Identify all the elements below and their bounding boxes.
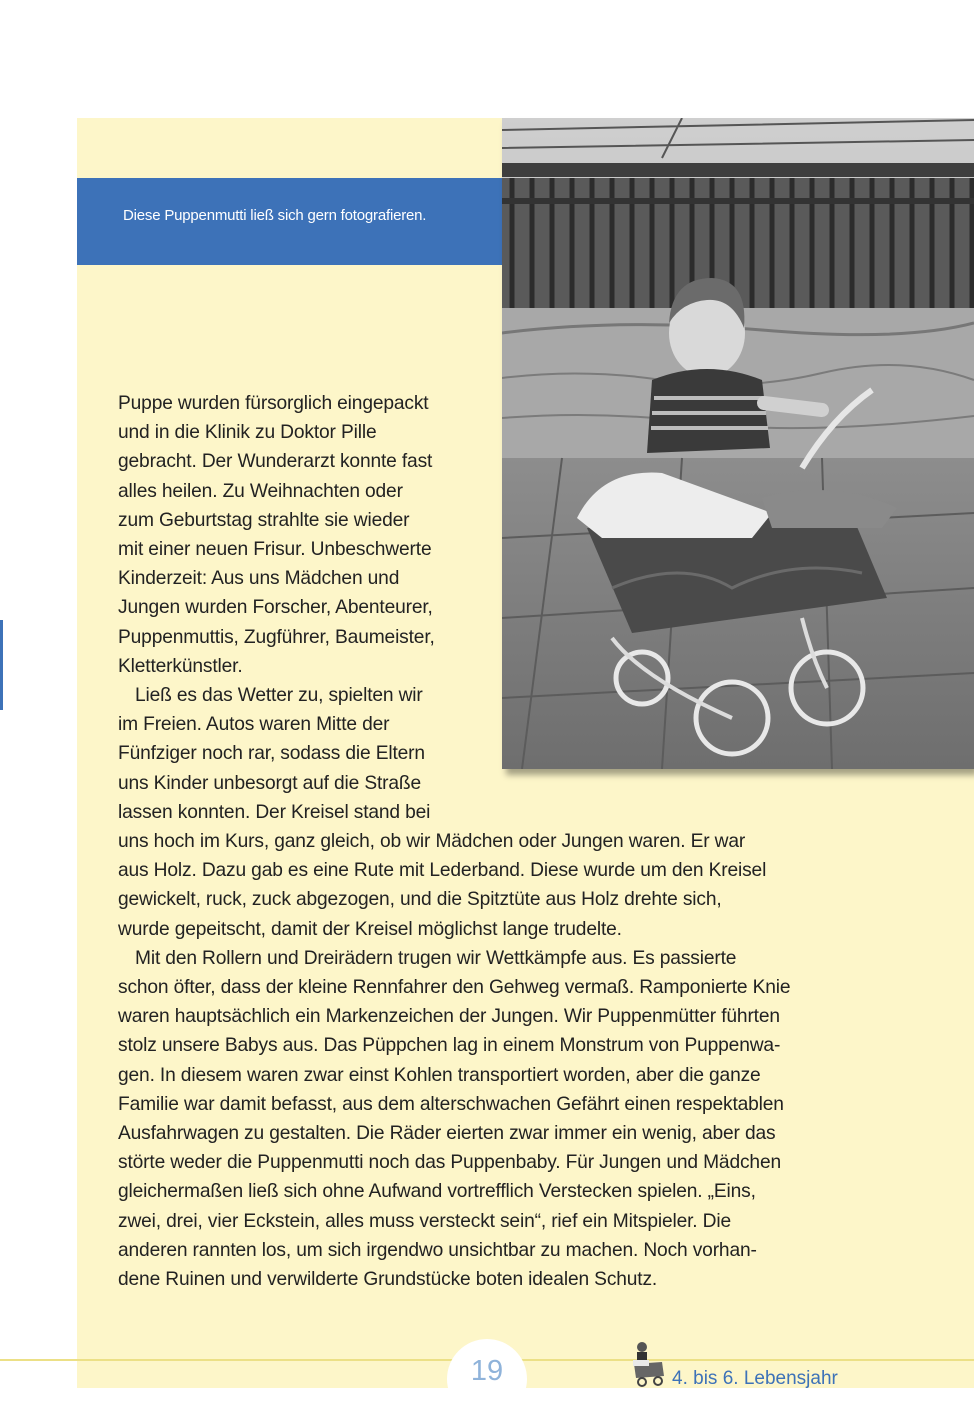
- text-line: waren hauptsächlich ein Markenzeichen der Jungen. Wir Puppenmütter führten: [118, 1006, 780, 1028]
- text-line: wurde gepeitscht, damit der Kreisel möglichst lange trudelte.: [118, 918, 622, 940]
- text-line: im Freien. Autos waren Mitte der: [118, 714, 390, 736]
- text-line: Puppenmuttis, Zugführer, Baumeister,: [118, 626, 435, 648]
- text-line: alles heilen. Zu Weihnachten oder: [118, 480, 403, 502]
- page-number: 19: [470, 1355, 504, 1387]
- body-text: [118, 389, 790, 1294]
- text-line: Kletterkünstler.: [118, 655, 243, 677]
- text-line: aus Holz. Dazu gab es eine Rute mit Lederband. Diese wurde um den Kreisel: [118, 860, 767, 882]
- text-line: anderen rannten los, um sich irgendwo unsichtbar zu machen. Noch vorhan-: [118, 1239, 757, 1261]
- text-line: Familie war damit befasst, aus dem alterschwachen Gefährt einen respektablen: [118, 1093, 784, 1115]
- text-line: mit einer neuen Frisur. Unbeschwerte: [118, 539, 432, 561]
- text-line: Kinderzeit: Aus uns Mädchen und: [118, 568, 400, 590]
- text-line: und in die Klinik zu Doktor Pille: [118, 422, 377, 444]
- text-line: Puppe wurden fürsorglich eingepackt: [118, 393, 429, 414]
- text-line: Ausfahrwagen zu gestalten. Die Räder eierten zwar immer ein wenig, aber das: [118, 1123, 776, 1145]
- text-line: lassen konnten. Der Kreisel stand bei: [118, 801, 431, 823]
- text-line: gewickelt, ruck, zuck abgezogen, und die Spitztüte aus Holz drehte sich,: [118, 889, 722, 911]
- text-line: gebracht. Der Wunderarzt konnte fast: [118, 451, 433, 473]
- text-line: störte weder die Puppenmutti noch das Puppenbaby. Für Jungen und Mädchen: [118, 1152, 781, 1174]
- text-line: dene Ruinen und verwilderte Grundstücke boten idealen Schutz.: [118, 1269, 658, 1291]
- text-line: Mit den Rollern und Dreirädern trugen wir Wettkämpfe aus. Es passierte: [135, 947, 737, 969]
- text-line: uns Kinder unbesorgt auf die Straße: [118, 772, 422, 794]
- text-line: schon öfter, dass der kleine Rennfahrer den Gehweg vermaß. Ramponierte Knie: [118, 977, 791, 999]
- caption-bar: [77, 178, 502, 265]
- chapter-title: 4. bis 6. Lebensjahr: [672, 1368, 838, 1389]
- text-line: gleichermaßen ließ sich ohne Aufwand vortrefflich Verstecken spielen. „Eins,: [118, 1181, 756, 1203]
- photo-caption: Diese Puppenmutti ließ sich gern fotografieren.: [123, 207, 427, 224]
- text-line: zum Geburtstag strahlte sie wieder: [118, 509, 410, 531]
- text-line: Fünfziger noch rar, sodass die Eltern: [118, 743, 425, 765]
- text-line: gen. In diesem waren zwar einst Kohlen transportiert worden, aber die ganze: [118, 1064, 761, 1086]
- text-line: Jungen wurden Forscher, Abenteurer,: [118, 597, 433, 619]
- text-line: uns hoch im Kurs, ganz gleich, ob wir Mädchen oder Jungen waren. Er war: [118, 831, 746, 853]
- girl-with-pram-thumbnail-icon: [628, 1340, 670, 1388]
- left-edge-marker: [0, 620, 3, 710]
- text-line: Ließ es das Wetter zu, spielten wir: [135, 685, 423, 707]
- text-line: stolz unsere Babys aus. Das Püppchen lag in einem Monstrum von Puppenwa-: [118, 1035, 781, 1057]
- text-line: zwei, drei, vier Eckstein, alles muss versteckt sein“, rief ein Mitspieler. Die: [118, 1210, 732, 1232]
